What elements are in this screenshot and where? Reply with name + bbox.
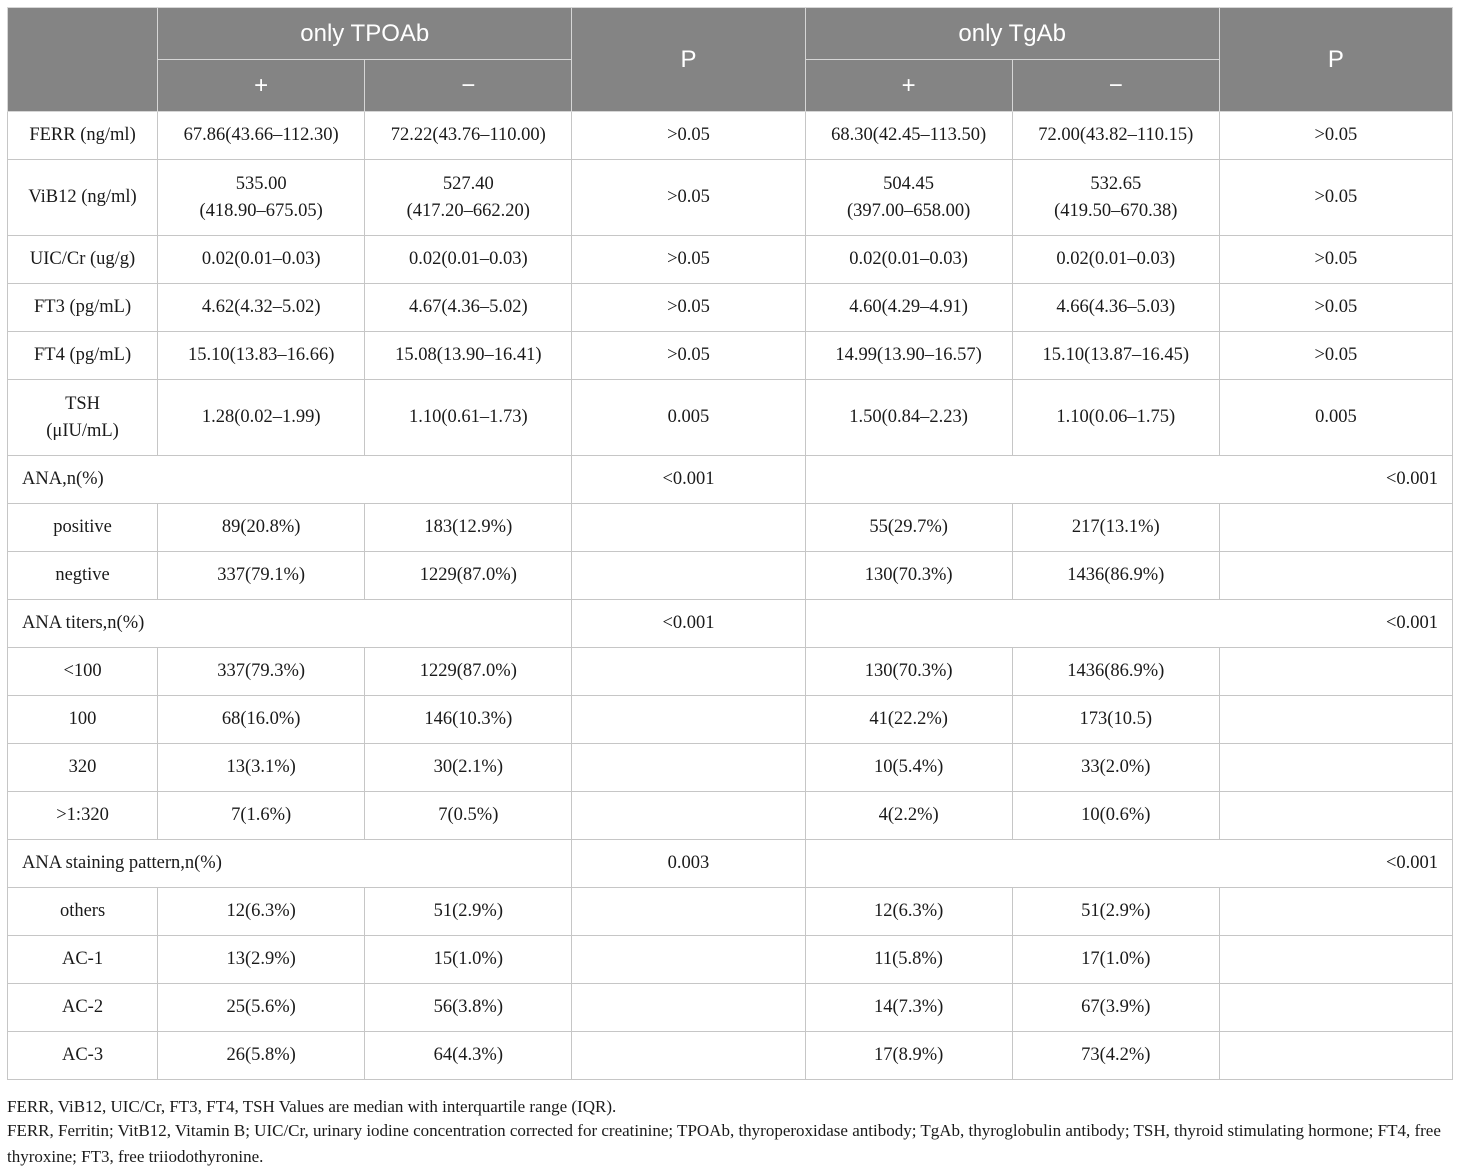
cell-tpoab-p xyxy=(572,1032,805,1080)
cell-tpoab-p xyxy=(572,984,805,1032)
cell-tgab-positive: 4(2.2%) xyxy=(805,792,1012,840)
row-label: >1:320 xyxy=(8,792,158,840)
cell-tgab-positive: 14.99(13.90–16.57) xyxy=(805,332,1012,380)
cell-tpoab-positive: 26(5.8%) xyxy=(158,1032,365,1080)
row-label: negtive xyxy=(8,552,158,600)
table-row xyxy=(8,696,1453,744)
cell-tpoab-negative: 183(12.9%) xyxy=(365,504,572,552)
cell-tpoab-p: 0.003 xyxy=(572,840,805,888)
row-label: positive xyxy=(8,504,158,552)
cell-tpoab-positive: 13(3.1%) xyxy=(158,744,365,792)
footnote-abbreviations: FERR, Ferritin; VitB12, Vitamin B; UIC/Cr, urinary iodine concentration corrected for creatinine; TPOAb, thyroperoxidase antibody; TgAb, thyroglobulin antibody; TSH, thyroid stimulating hormone; FT4, free thyroxine; FT3, free triiodothyronine. xyxy=(7,1121,1441,1166)
cell-tpoab-positive: 15.10(13.83–16.66) xyxy=(158,332,365,380)
cell-tpoab-positive: 12(6.3%) xyxy=(158,888,365,936)
cell-tgab-negative: 4.66(4.36–5.03) xyxy=(1012,284,1219,332)
section-row xyxy=(8,600,1453,648)
cell-tpoab-p: >0.05 xyxy=(572,332,805,380)
row-label: AC-2 xyxy=(8,984,158,1032)
cell-tpoab-p xyxy=(572,696,805,744)
table-row xyxy=(8,236,1453,284)
cell-tgab-p xyxy=(1219,504,1452,552)
cell-tgab-p: >0.05 xyxy=(1219,332,1452,380)
cell-tpoab-p xyxy=(572,888,805,936)
header-p-tgab: P xyxy=(1219,8,1452,112)
cell-tgab-negative: 1436(86.9%) xyxy=(1012,648,1219,696)
cell-tpoab-negative xyxy=(365,160,572,236)
table-row xyxy=(8,380,1453,456)
cell-tpoab-negative: 1229(87.0%) xyxy=(365,648,572,696)
cell-tgab-negative: 15.10(13.87–16.45) xyxy=(1012,332,1219,380)
row-label: FT4 (pg/mL) xyxy=(8,332,158,380)
cell-tpoab-positive: 13(2.9%) xyxy=(158,936,365,984)
cell-tgab-positive: 1.50(0.84–2.23) xyxy=(805,380,1012,456)
cell-tpoab-positive: 0.02(0.01–0.03) xyxy=(158,236,365,284)
cell-tgab-p xyxy=(1219,744,1452,792)
cell-tpoab-negative: 64(4.3%) xyxy=(365,1032,572,1080)
row-label: 320 xyxy=(8,744,158,792)
cell-tpoab-negative: 15.08(13.90–16.41) xyxy=(365,332,572,380)
row-label: FERR (ng/ml) xyxy=(8,112,158,160)
header-corner xyxy=(8,8,158,112)
table-header xyxy=(8,8,1453,112)
section-label: ANA,n(%) xyxy=(8,456,572,504)
table-row xyxy=(8,504,1453,552)
row-label-name: TSH xyxy=(65,393,101,414)
cell-tpoab-p xyxy=(572,552,805,600)
cell-tgab-positive: 68.30(42.45–113.50) xyxy=(805,112,1012,160)
results-table xyxy=(7,7,1453,1080)
header-group-tpoab: only TPOAb xyxy=(158,8,572,60)
row-label: others xyxy=(8,888,158,936)
cell-tpoab-p: >0.05 xyxy=(572,160,805,236)
cell-tpoab-negative: 146(10.3%) xyxy=(365,696,572,744)
cell-tpoab-negative: 72.22(43.76–110.00) xyxy=(365,112,572,160)
cell-tgab-negative: 67(3.9%) xyxy=(1012,984,1219,1032)
cell-tgab-positive: 130(70.3%) xyxy=(805,648,1012,696)
row-label: AC-1 xyxy=(8,936,158,984)
cell-iqr: (417.20–662.20) xyxy=(406,200,530,221)
cell-tgab-positive: 14(7.3%) xyxy=(805,984,1012,1032)
table-row xyxy=(8,744,1453,792)
cell-tpoab-p xyxy=(572,648,805,696)
cell-tpoab-positive: 1.28(0.02–1.99) xyxy=(158,380,365,456)
cell-tpoab-p xyxy=(572,936,805,984)
cell-median: 504.45 xyxy=(883,173,935,194)
cell-tpoab-negative: 1.10(0.61–1.73) xyxy=(365,380,572,456)
cell-tgab-p xyxy=(1219,984,1452,1032)
cell-tgab-negative: 51(2.9%) xyxy=(1012,888,1219,936)
cell-tgab-p xyxy=(1219,936,1452,984)
cell-tpoab-negative: 15(1.0%) xyxy=(365,936,572,984)
table-row xyxy=(8,888,1453,936)
header-tpoab-negative: − xyxy=(365,60,572,112)
cell-tpoab-negative: 7(0.5%) xyxy=(365,792,572,840)
cell-median: 535.00 xyxy=(235,173,287,194)
row-label-unit: (μIU/mL) xyxy=(46,420,119,441)
cell-iqr: (419.50–670.38) xyxy=(1054,200,1178,221)
table-row xyxy=(8,284,1453,332)
cell-tpoab-positive: 4.62(4.32–5.02) xyxy=(158,284,365,332)
cell-tpoab-negative: 51(2.9%) xyxy=(365,888,572,936)
cell-tgab-negative: 1.10(0.06–1.75) xyxy=(1012,380,1219,456)
cell-tgab-p: >0.05 xyxy=(1219,284,1452,332)
cell-tgab-negative: 217(13.1%) xyxy=(1012,504,1219,552)
header-tgab-negative: − xyxy=(1012,60,1219,112)
cell-tgab-positive: 11(5.8%) xyxy=(805,936,1012,984)
table-row xyxy=(8,792,1453,840)
cell-tpoab-negative: 0.02(0.01–0.03) xyxy=(365,236,572,284)
table-row xyxy=(8,984,1453,1032)
cell-tpoab-p: >0.05 xyxy=(572,236,805,284)
cell-tgab-negative: 10(0.6%) xyxy=(1012,792,1219,840)
cell-tpoab-positive: 25(5.6%) xyxy=(158,984,365,1032)
cell-tgab-negative: 0.02(0.01–0.03) xyxy=(1012,236,1219,284)
row-label: AC-3 xyxy=(8,1032,158,1080)
cell-tpoab-negative: 56(3.8%) xyxy=(365,984,572,1032)
cell-tpoab-p xyxy=(572,504,805,552)
table-row xyxy=(8,160,1453,236)
cell-tpoab-positive: 67.86(43.66–112.30) xyxy=(158,112,365,160)
section-label: ANA staining pattern,n(%) xyxy=(8,840,572,888)
cell-tgab-p: <0.001 xyxy=(805,600,1452,648)
cell-median: 527.40 xyxy=(442,173,494,194)
cell-median: 532.65 xyxy=(1090,173,1142,194)
cell-tgab-p xyxy=(1219,648,1452,696)
cell-tgab-positive: 17(8.9%) xyxy=(805,1032,1012,1080)
cell-tgab-negative: 173(10.5) xyxy=(1012,696,1219,744)
cell-tgab-p xyxy=(1219,552,1452,600)
cell-tgab-positive: 10(5.4%) xyxy=(805,744,1012,792)
section-label: ANA titers,n(%) xyxy=(8,600,572,648)
cell-tpoab-p: <0.001 xyxy=(572,456,805,504)
header-tpoab-positive: + xyxy=(158,60,365,112)
cell-tpoab-negative: 30(2.1%) xyxy=(365,744,572,792)
cell-tgab-p xyxy=(1219,888,1452,936)
cell-tgab-p: <0.001 xyxy=(805,840,1452,888)
cell-tgab-positive: 130(70.3%) xyxy=(805,552,1012,600)
row-label: UIC/Cr (ug/g) xyxy=(8,236,158,284)
cell-tgab-positive: 4.60(4.29–4.91) xyxy=(805,284,1012,332)
table-row xyxy=(8,112,1453,160)
cell-tgab-negative: 33(2.0%) xyxy=(1012,744,1219,792)
cell-tpoab-p xyxy=(572,744,805,792)
cell-tgab-negative: 1436(86.9%) xyxy=(1012,552,1219,600)
section-row xyxy=(8,456,1453,504)
cell-tgab-p: >0.05 xyxy=(1219,160,1452,236)
cell-iqr: (397.00–658.00) xyxy=(846,200,971,221)
cell-iqr: (418.90–675.05) xyxy=(199,200,323,221)
table-row xyxy=(8,936,1453,984)
cell-tpoab-negative: 1229(87.0%) xyxy=(365,552,572,600)
cell-tgab-p xyxy=(1219,792,1452,840)
table-row xyxy=(8,1032,1453,1080)
cell-tgab-p xyxy=(1219,1032,1452,1080)
row-label: FT3 (pg/mL) xyxy=(8,284,158,332)
cell-tgab-p: <0.001 xyxy=(805,456,1452,504)
cell-tpoab-positive: 7(1.6%) xyxy=(158,792,365,840)
cell-tpoab-p: >0.05 xyxy=(572,112,805,160)
cell-tgab-positive: 55(29.7%) xyxy=(805,504,1012,552)
cell-tgab-p: 0.005 xyxy=(1219,380,1452,456)
cell-tgab-positive: 0.02(0.01–0.03) xyxy=(805,236,1012,284)
cell-tgab-p: >0.05 xyxy=(1219,236,1452,284)
cell-tpoab-p xyxy=(572,792,805,840)
cell-tgab-positive: 41(22.2%) xyxy=(805,696,1012,744)
row-label xyxy=(8,380,158,456)
cell-tpoab-positive xyxy=(158,160,365,236)
cell-tpoab-negative: 4.67(4.36–5.02) xyxy=(365,284,572,332)
cell-tgab-negative xyxy=(1012,160,1219,236)
table-body xyxy=(8,112,1453,1080)
cell-tgab-negative: 17(1.0%) xyxy=(1012,936,1219,984)
table-row xyxy=(8,332,1453,380)
cell-tpoab-positive: 337(79.1%) xyxy=(158,552,365,600)
header-tgab-positive: + xyxy=(805,60,1012,112)
cell-tpoab-positive: 337(79.3%) xyxy=(158,648,365,696)
row-label: <100 xyxy=(8,648,158,696)
cell-tgab-p: >0.05 xyxy=(1219,112,1452,160)
table-row xyxy=(8,648,1453,696)
cell-tpoab-p: 0.005 xyxy=(572,380,805,456)
row-label: 100 xyxy=(8,696,158,744)
cell-tpoab-p: >0.05 xyxy=(572,284,805,332)
table-row xyxy=(8,552,1453,600)
footnote-values: FERR, ViB12, UIC/Cr, FT3, FT4, TSH Values are median with interquartile range (IQR). xyxy=(7,1097,617,1116)
section-row xyxy=(8,840,1453,888)
cell-tgab-positive: 12(6.3%) xyxy=(805,888,1012,936)
cell-tpoab-positive: 89(20.8%) xyxy=(158,504,365,552)
header-p-tpoab: P xyxy=(572,8,805,112)
cell-tgab-p xyxy=(1219,696,1452,744)
cell-tpoab-p: <0.001 xyxy=(572,600,805,648)
cell-tpoab-positive: 68(16.0%) xyxy=(158,696,365,744)
header-group-tgab: only TgAb xyxy=(805,8,1219,60)
cell-tgab-negative: 72.00(43.82–110.15) xyxy=(1012,112,1219,160)
cell-tgab-positive xyxy=(805,160,1012,236)
cell-tgab-negative: 73(4.2%) xyxy=(1012,1032,1219,1080)
row-label: ViB12 (ng/ml) xyxy=(8,160,158,236)
